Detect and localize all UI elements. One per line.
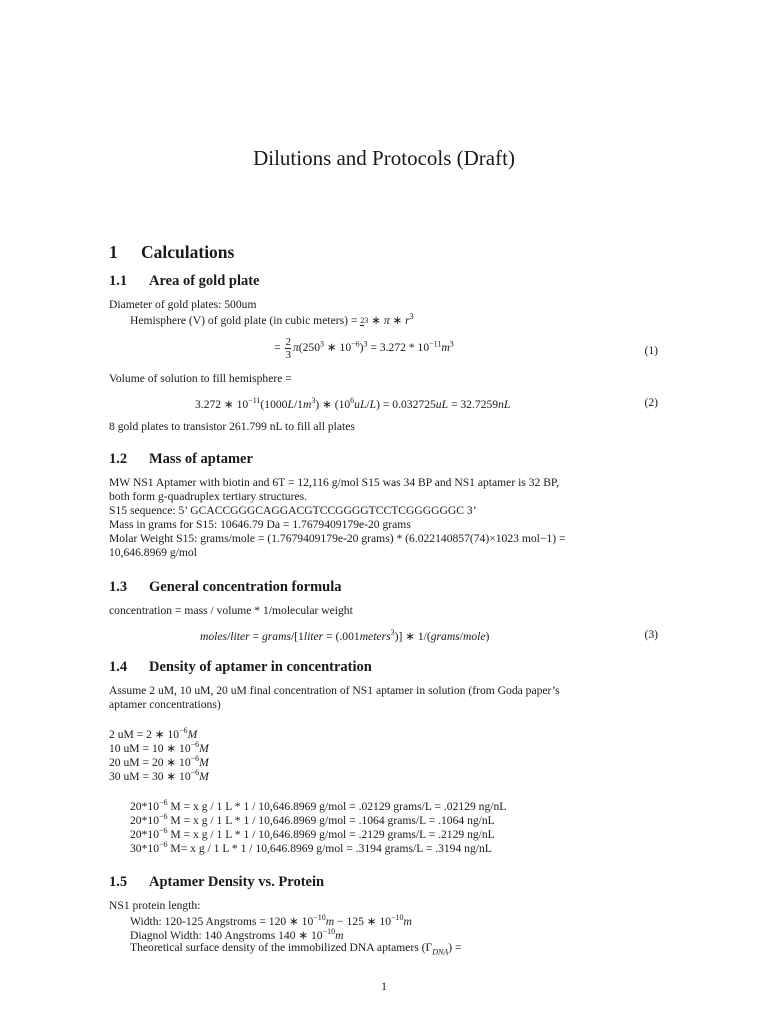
conc-line: 30 uM = 30 ∗ $10^{-6}M$ (109, 768, 209, 783)
equation-2: 3.272 ∗ $10^{-11}(1000L/1m^3)$ ∗ $(10^6uL/L) = 0.032725uL = 32.7259nL$ (195, 396, 511, 411)
subsection-heading-mass: 1.2 Mass of aptamer (109, 451, 253, 467)
text-line: S15 sequence: 5’ GCACCGGGCAGGACGTCCGGGGTCCTCGGGGGGC 3’ (109, 504, 477, 517)
conc-line: 2 uM = 2 ∗ $10^{-6}M$ (109, 726, 198, 741)
text-line: NS1 protein length: (109, 899, 201, 912)
text-line: MW NS1 Aptamer with biotin and 6T = 12,116 g/mol S15 was 34 BP and NS1 aptamer is 32 BP, (109, 476, 559, 489)
page-number: 1 (381, 980, 387, 993)
text-line: Diameter of gold plates: 500um (109, 298, 257, 311)
text-line: Mass in grams for S15: 10646.79 Da = 1.7679409179e-20 grams (109, 518, 411, 531)
calc-line: $20*10^{-6}$ M = x g / 1 L * 1 / 10,646.8969 g/mol = .1064 grams/L = .1064 ng/nL (130, 812, 495, 827)
subsection-heading-density: 1.4 Density of aptamer in concentration (109, 659, 372, 675)
text-line: 10,646.8969 g/mol (109, 546, 197, 559)
page-title: Dilutions and Protocols (Draft) (253, 146, 515, 170)
conc-line: 20 uM = 20 ∗ $10^{-6}M$ (109, 754, 209, 769)
subsection-heading-concentration: 1.3 General concentration formula (109, 579, 342, 595)
section-heading-calculations: 1 Calculations (109, 242, 235, 262)
text-line: Assume 2 uM, 10 uM, 20 uM final concentration of NS1 aptamer in solution (from Goda paper’s (109, 684, 560, 697)
text-line: 8 gold plates to transistor 261.799 nL to fill all plates (109, 420, 355, 433)
equation-number: (3) (644, 628, 658, 641)
text-line: Hemisphere (V) of gold plate (in cubic meters) = 23 ∗ π ∗ $r^3$ (130, 312, 414, 327)
text-line: Molar Weight S15: grams/mole = (1.7679409179e-20 grams) * (6.022140857(74)×1023 mol−1) = (109, 532, 566, 545)
text-line: Diagnol Width: 140 Angstroms 140 ∗ $10^{-10}m$ (130, 927, 344, 942)
text-line: concentration = mass / volume * 1/molecular weight (109, 604, 353, 617)
equation-number: (2) (644, 396, 658, 409)
subsection-heading-area: 1.1 Area of gold plate (109, 273, 260, 289)
text-line: aptamer concentrations) (109, 698, 221, 711)
calc-line: $30*10^{-6}$ M= x g / 1 L * 1 / 10,646.8969 g/mol = .3194 grams/L = .3194 ng/nL (130, 840, 492, 855)
equation-3: moles/liter = grams/[1liter = (.001meters$^3$)] ∗ 1/(grams/mole) (200, 628, 490, 643)
equation-number: (1) (644, 344, 658, 357)
conc-line: 10 uM = 10 ∗ $10^{-6}M$ (109, 740, 209, 755)
calc-line: $20*10^{-6}$ M = x g / 1 L * 1 / 10,646.8969 g/mol = .02129 grams/L = .02129 ng/nL (130, 798, 507, 813)
text-line: Width: 120-125 Angstroms = 120 ∗ $10^{-10}m - 125$ ∗ $10^{-10}m$ (130, 913, 412, 928)
subsection-heading-aptamer-density: 1.5 Aptamer Density vs. Protein (109, 874, 325, 890)
calc-line: $20*10^{-6}$ M = x g / 1 L * 1 / 10,646.8969 g/mol = .2129 grams/L = .2129 ng/nL (130, 826, 495, 841)
text-line: Volume of solution to fill hemisphere = (109, 372, 292, 385)
text-line: Theoretical surface density of the immobilized DNA aptamers $(\Gamma_{DNA})$ = (130, 941, 462, 957)
equation-1: = $\frac{2}{3}$ $\pi(250^3$ ∗ $10^{-6})^3 = 3.272 * 10^{-11}m^3$ (274, 336, 454, 361)
text-line: both form g-quadruplex tertiary structures. (109, 490, 307, 503)
